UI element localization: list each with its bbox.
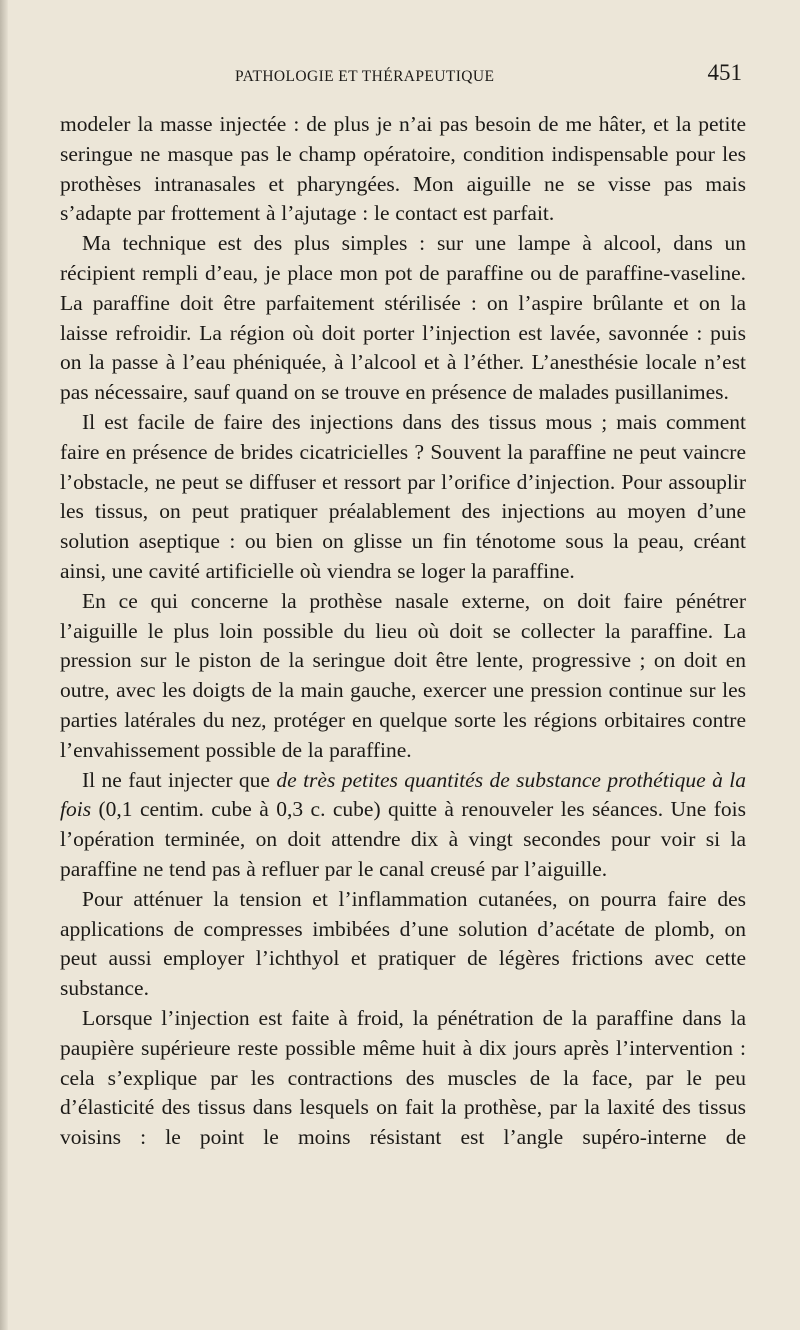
paragraph-text: Il ne faut injecter que	[82, 767, 277, 792]
paragraph	[60, 766, 746, 885]
paragraph: Il est facile de faire des injections dans des tissus mous ; mais comment faire en présence de brides cicatricielles ? Souvent la paraffine ne peut vaincre l’obstacle, ne peut se diffuser et ressort par l’orifice d’injection. Pour assouplir les tissus, on peut pratiquer préalablement des injections au moyen d’une solution aseptique : ou bien on glisse un fin ténotome sous la peau, créant ainsi, une cavité artificielle où viendra se loger la paraffine.	[60, 409, 746, 583]
paragraph: Pour atténuer la tension et l’inflammation cutanées, on pourra faire des applications de compresses imbibées d’une solution d’acétate de plomb, on peut aussi employer l’ichthyol et pratiquer de légères frictions avec cette substance.	[60, 886, 746, 1001]
italic-emphasis: de très petites quantités de substance prothétique à la fois	[60, 767, 746, 822]
paragraph: Lorsque l’injection est faite à froid, la pénétration de la paraffine dans la paupière supérieure reste possible même huit à dix jours après l’intervention : cela s’explique par les contractions des muscles de la face, par le peu d’élasticité des tissus dans lesquels on fait la prothèse, par la laxité des tissus voisins : le point le moins résistant est l’angle supéro-interne de	[60, 1005, 746, 1150]
paragraph: Ma technique est des plus simples : sur une lampe à alcool, dans un récipient rempli d’eau, je place mon pot de paraffine ou de paraffine-vaseline. La paraffine doit être parfaitement stérilisée : on l’aspire brûlante et on la laisse refroidir. La région où doit porter l’injection est lavée, savonnée : puis on la passe à l’eau phéniquée, à l’alcool et à l’éther. L’anesthésie locale n’est pas nécessaire, sauf quand on se trouve en présence de malades pusillanimes.	[60, 231, 746, 405]
body-text	[60, 110, 746, 1153]
page-edge-shadow	[0, 0, 8, 1330]
page-header	[60, 60, 742, 96]
page-number: 451	[707, 60, 742, 85]
running-title: PATHOLOGIE ET THÉRAPEUTIQUE	[235, 68, 495, 85]
paragraph: modeler la masse injectée : de plus je n’ai pas besoin de me hâter, et la petite seringue ne masque pas le champ opératoire, condition indispensable pour les prothèses intranasales et pharyngées. Mon aiguille ne se visse pas mais s’adapte par frottement à l’ajutage : le contact est parfait.	[60, 112, 746, 226]
paragraph: En ce qui concerne la prothèse nasale externe, on doit faire pénétrer l’aiguille le plus loin possible du lieu où doit se collecter la paraffine. La pression sur le piston de la seringue doit être lente, progressive ; on doit en outre, avec les doigts de la main gauche, exercer une pression continue sur les parties latérales du nez, protéger en quelque sorte les régions orbitaires contre l’envahissement possible de la paraffine.	[60, 588, 746, 762]
paragraph-text: (0,1 centim. cube à 0,3 c. cube) quitte à renouveler les séances. Une fois l’opération terminée, on doit attendre dix à vingt secondes pour voir si la paraffine ne tend pas à refluer par le canal creusé par l’aiguille.	[60, 797, 746, 881]
